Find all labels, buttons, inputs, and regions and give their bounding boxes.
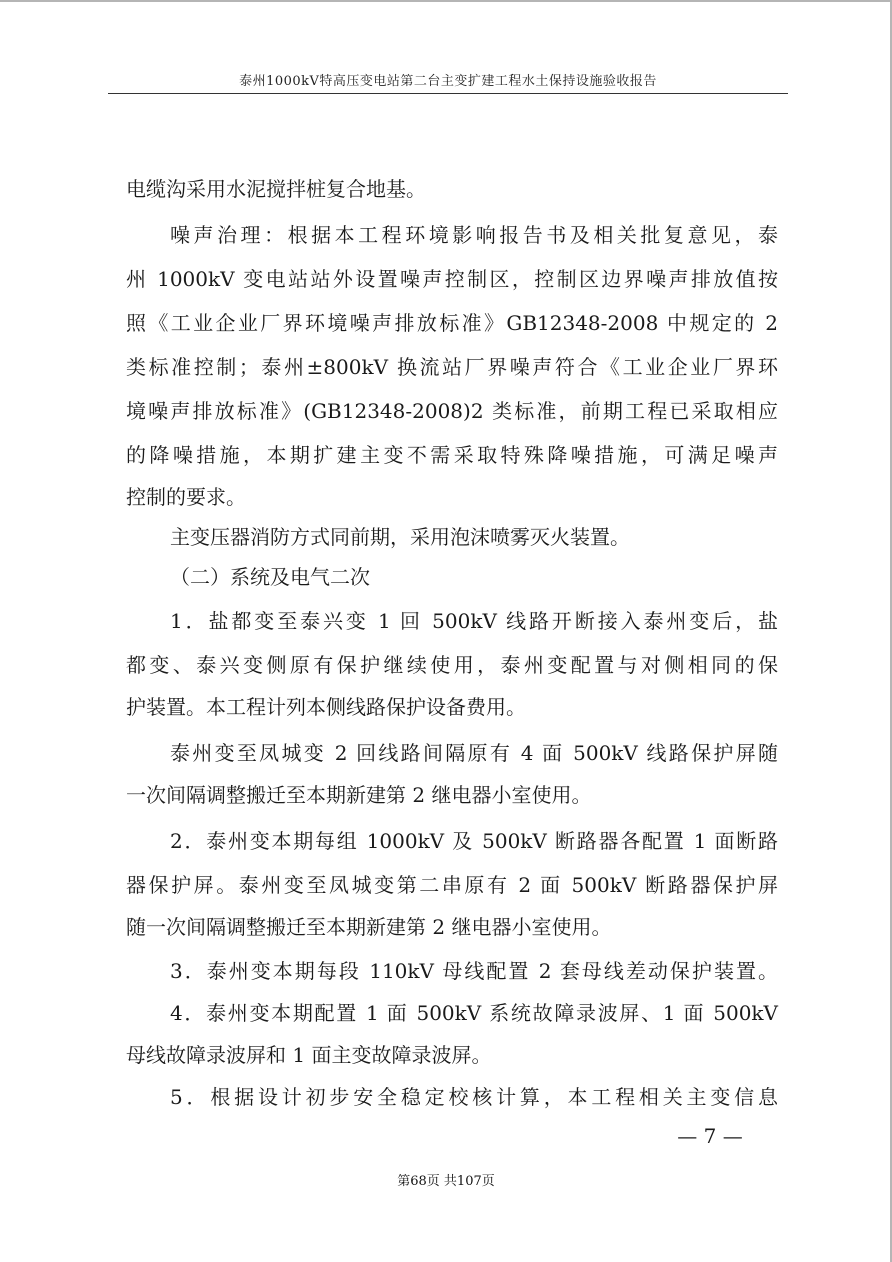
text-line: 随一次间隔调整搬迁至本期新建第 2 继电器小室使用。: [126, 915, 612, 939]
text-line: 控制的要求。: [126, 485, 246, 509]
text-line: 州 1000kV 变电站站外设置噪声控制区，控制区边界噪声排放值按: [126, 267, 778, 291]
text-line: 器保护屏。泰州变至凤城变第二串原有 2 面 500kV 断路器保护屏: [126, 873, 778, 897]
text-line: 4．泰州变本期配置 1 面 500kV 系统故障录波屏、1 面 500kV: [170, 1001, 778, 1025]
text-line: 泰州变至凤城变 2 回线路间隔原有 4 面 500kV 线路保护屏随: [170, 741, 778, 765]
page-number: — 7 —: [677, 1124, 743, 1148]
text-line: 境噪声排放标准》(GB12348-2008)2 类标准，前期工程已采取相应: [126, 399, 778, 423]
page-footer: 第68页 共107页: [397, 1174, 495, 1189]
text-line: 噪声治理：根据本工程环境影响报告书及相关批复意见，泰: [170, 223, 778, 247]
section-heading: （二）系统及电气二次: [170, 565, 370, 589]
page-border-top: [0, 0, 892, 2]
text-line: 类标准控制；泰州±800kV 换流站厂界噪声符合《工业企业厂界环: [126, 355, 778, 379]
header-rule: [108, 93, 788, 94]
text-line: 一次间隔调整搬迁至本期新建第 2 继电器小室使用。: [126, 783, 592, 807]
text-line: 5．根据设计初步安全稳定校核计算，本工程相关主变信息: [170, 1085, 778, 1109]
text-line: 3．泰州变本期每段 110kV 母线配置 2 套母线差动保护装置。: [170, 959, 778, 983]
text-line: 母线故障录波屏和 1 面主变故障录波屏。: [126, 1043, 492, 1067]
text-line: 1．盐都变至泰兴变 1 回 500kV 线路开断接入泰州变后，盐: [170, 609, 778, 633]
text-line: 护装置。本工程计列本侧线路保护设备费用。: [126, 695, 526, 719]
text-line: 都变、泰兴变侧原有保护继续使用，泰州变配置与对侧相同的保: [126, 653, 778, 677]
running-header: 泰州1000kV特高压变电站第二台主变扩建工程水土保持设施验收报告: [239, 74, 657, 89]
text-line: 电缆沟采用水泥搅拌桩复合地基。: [126, 177, 426, 201]
text-line: 2．泰州变本期每组 1000kV 及 500kV 断路器各配置 1 面断路: [170, 829, 778, 853]
text-line: 的降噪措施，本期扩建主变不需采取特殊降噪措施，可满足噪声: [126, 443, 778, 467]
text-line: 主变压器消防方式同前期，采用泡沫喷雾灭火装置。: [170, 525, 630, 549]
text-line: 照《工业企业厂界环境噪声排放标准》GB12348-2008 中规定的 2: [126, 311, 778, 335]
